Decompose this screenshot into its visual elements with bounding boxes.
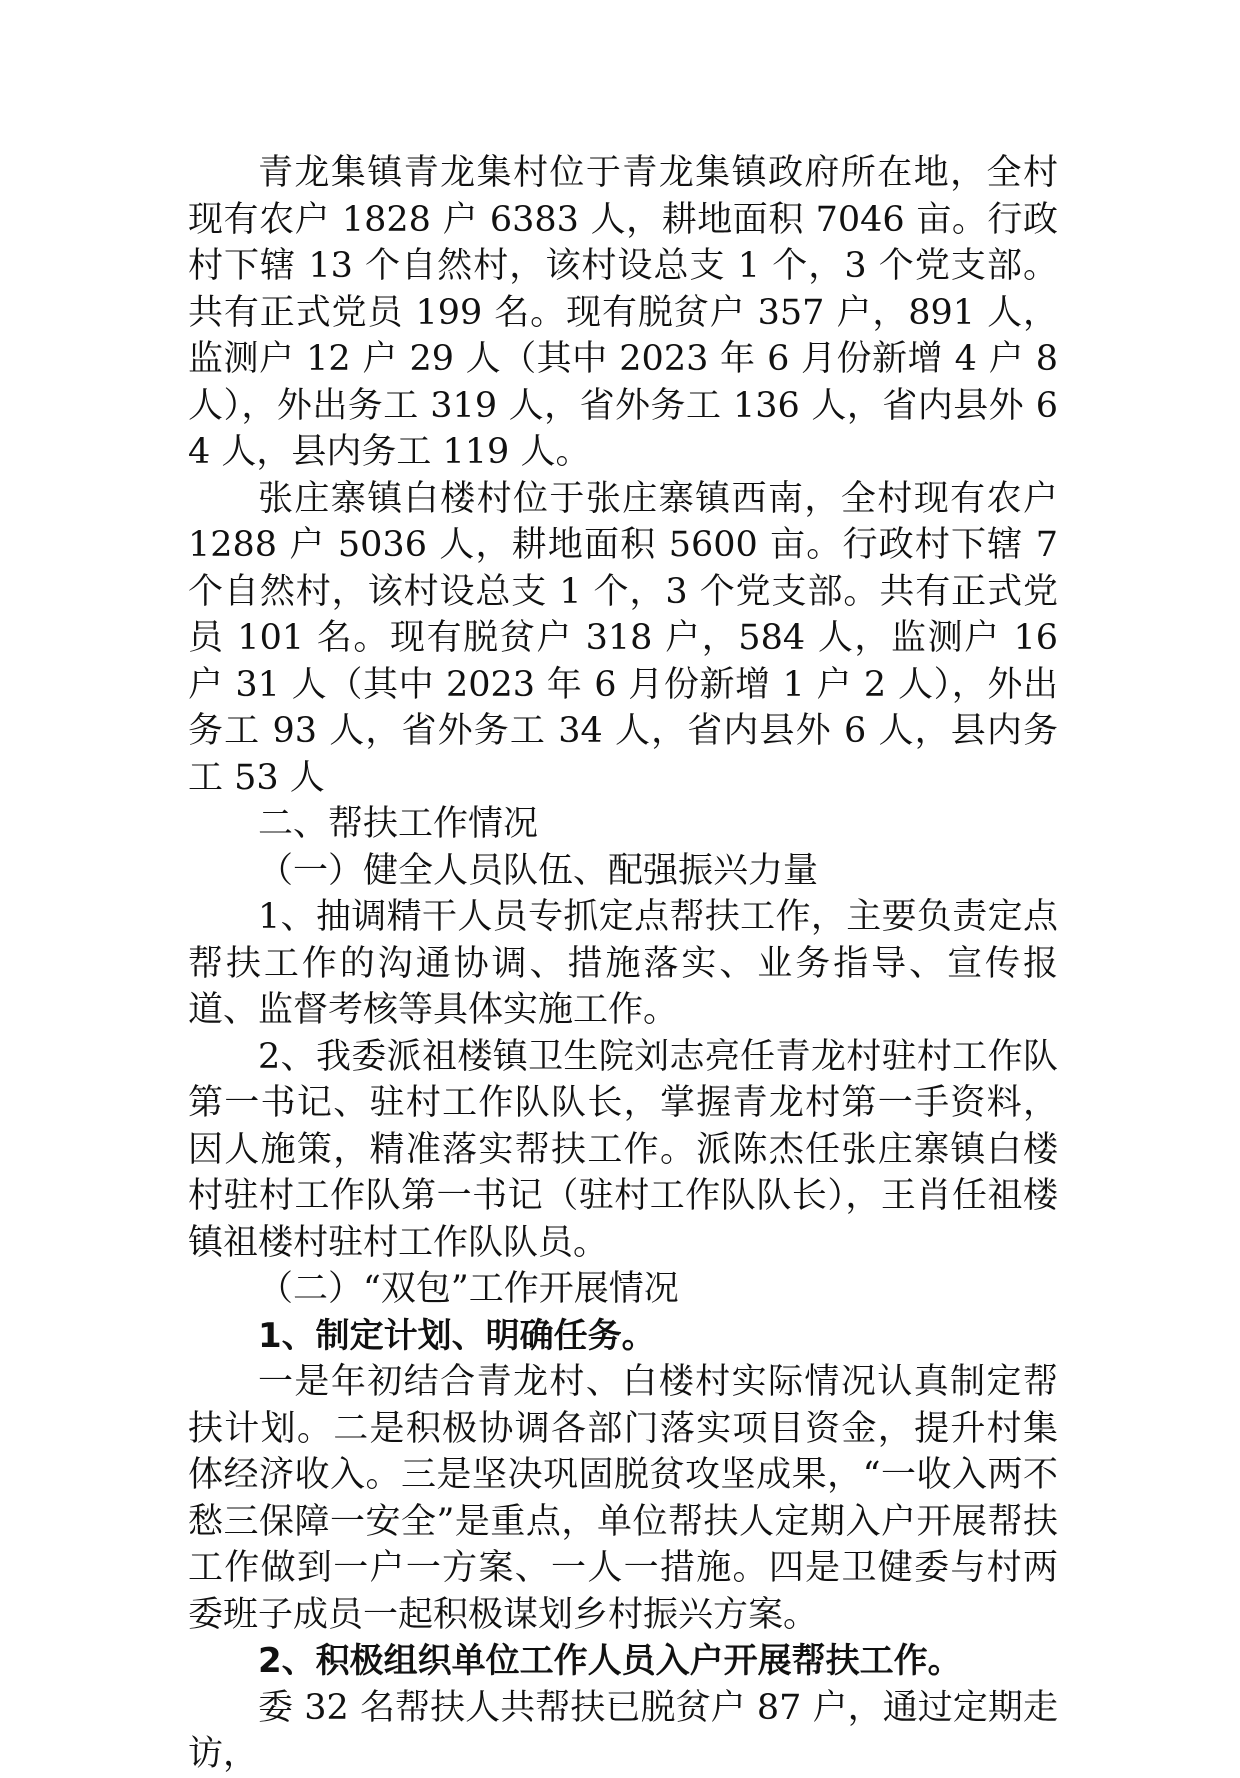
subsection-heading-personnel: （一）健全人员队伍、配强振兴力量 bbox=[258, 850, 819, 891]
section-heading-assistance-work: 二、帮扶工作情况 bbox=[258, 804, 539, 844]
paragraph-item-2-dispatch: 2、我委派祖楼镇卫生院刘志亮任青龙村驻村工作队第一书记、驻村工作队队长，掌握青龙村第一手资料，因人施策，精准落实帮扶工作。派陈杰任张庄寨镇白楼村驻村工作队第一书记（驻村工作队队长），王肖任祖楼镇祖楼村驻村工作队队员。 bbox=[188, 1036, 1058, 1263]
document-page bbox=[188, 150, 1058, 1778]
paragraph-qinglongji-village: 青龙集镇青龙集村位于青龙集镇政府所在地，全村现有农户 1828 户 6383 人，耕地面积 7046 亩。行政村下辖 13 个自然村，该村设总支 1 个，3 个党支部。共有正式党员 199 名。现有脱贫户 357 户，891 人，监测户 12 户 29 人（其中 2023 年 6 月份新增 4 户 8 人），外出务工 319 人，省外务工 136 人，省内县外 64 人，县内务工 119 人。 bbox=[188, 153, 1058, 472]
subsection-heading-double-package: （二）“双包”工作开展情况 bbox=[258, 1269, 679, 1309]
bold-heading-household-visits: 2、积极组织单位工作人员入户开展帮扶工作。 bbox=[258, 1641, 962, 1681]
bold-heading-plan-tasks: 1、制定计划、明确任务。 bbox=[258, 1315, 656, 1356]
paragraph-plan-details: 一是年初结合青龙村、白楼村实际情况认真制定帮扶计划。二是积极协调各部门落实项目资金，提升村集体经济收入。三是坚决巩固脱贫攻坚成果，“一收入两不愁三保障一安全”是重点，单位帮扶人定期入户开展帮扶工作做到一户一方案、一人一措施。四是卫健委与村两委班子成员一起积极谋划乡村振兴方案。 bbox=[188, 1362, 1058, 1635]
paragraph-bailou-village: 张庄寨镇白楼村位于张庄寨镇西南，全村现有农户 1288 户 5036 人，耕地面积 5600 亩。行政村下辖 7 个自然村，该村设总支 1 个，3 个党支部。共有正式党员 101 名。现有脱贫户 318 户，584 人，监测户 16 户 31 人（其中 2023 年 6 月份新增 1 户 2 人），外出务工 93 人，省外务工 34 人，省内县外 6 人，县内务工 53 人 bbox=[188, 478, 1058, 798]
paragraph-item-1-staff: 1、抽调精干人员专抓定点帮扶工作，主要负责定点帮扶工作的沟通协调、措施落实、业务指导、宣传报道、监督考核等具体实施工作。 bbox=[188, 897, 1058, 1030]
paragraph-household-visits: 委 32 名帮扶人共帮扶已脱贫户 87 户，通过定期走访， bbox=[188, 1687, 1058, 1774]
